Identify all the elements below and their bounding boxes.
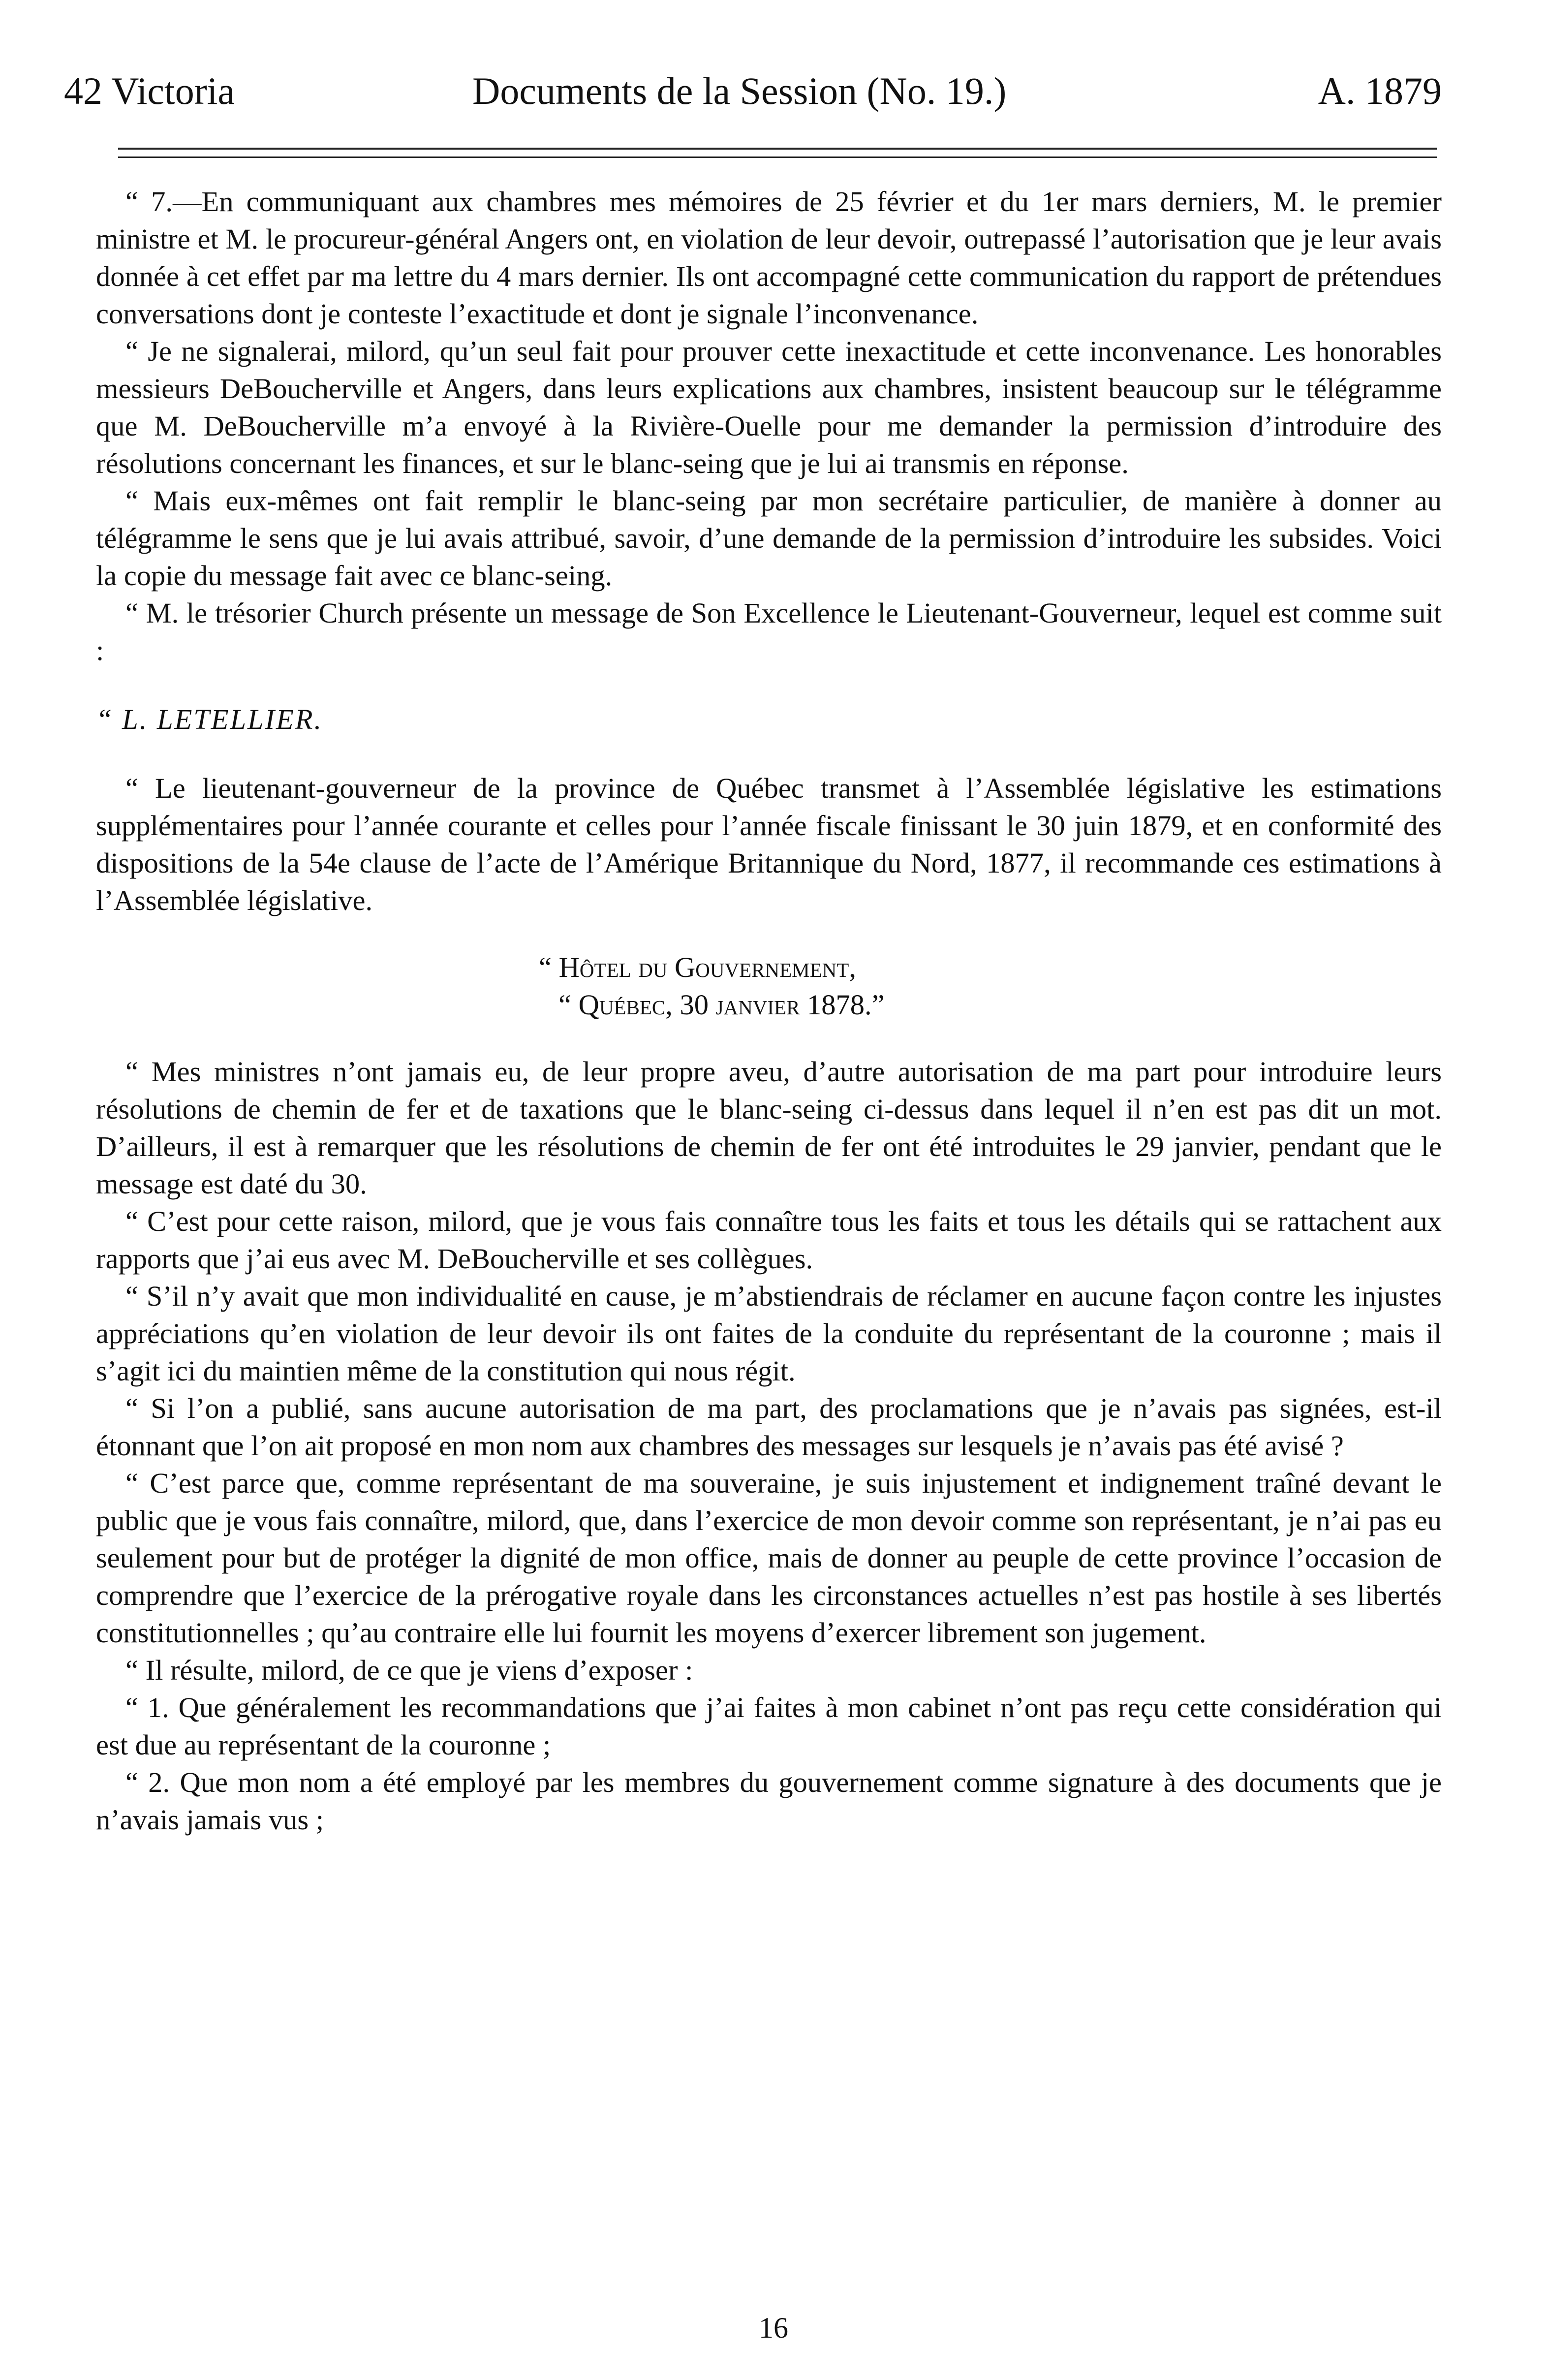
paragraph: “ Mes ministres n’ont jamais eu, de leur propre aveu, d’autre autorisation de ma part pour introduire leurs résolutions de chemin de fer et de taxations que le blanc-seing ci-dessus dans lequel il n’en est pas dit un mot. D’ailleurs, il est à remarquer que les résolutions de chemin de fer ont été introduites le 29 janvier, pendant que le message est daté du 30. — [96, 1056, 1442, 1200]
paragraph-7: “ 7.—En communiquant aux chambres mes mémoires de 25 février et du 1er mars derniers, M. le premier ministre et M. le procureur-général Angers ont, en violation de leur devoir, outrepassé l’autorisation que je leur avais donnée à cet effet par ma lettre du 4 mars dernier. Ils ont accompagné cette communication du rapport de prétendues conversations dont je conteste l’exactitude et dont je signale l’inconvenance. — [96, 186, 1442, 330]
address-line-1: “ Hôtel du Gouvernement, — [539, 951, 856, 983]
header-year: A. 1879 — [1318, 69, 1442, 112]
quoted-message: “ Le lieutenant-gouverneur de la province de Québec transmet à l’Assemblée législative les estimations supplémentaires pour l’année courante et celles pour l’année fiscale finissant le 30 juin 1879, et en conformité des dispositions de la 54e clause de l’acte de l’Amérique Britannique du Nord, 1877, il recommande ces estimations à l’Assemblée législative. — [96, 772, 1442, 916]
paragraph: “ Il résulte, milord, de ce que je viens d’exposer : — [125, 1654, 693, 1686]
list-item-1: “ 1. Que généralement les recommandations que j’ai faites à mon cabinet n’ont pas reçu cette considération qui est due au représentant de la couronne ; — [96, 1691, 1442, 1761]
paragraph: “ Je ne signalerai, milord, qu’un seul fait pour prouver cette inexactitude et cette inconvenance. Les honorables messieurs DeBoucherville et Angers, dans leurs explications aux chambres, insistent beaucoup sur le télégramme que M. DeBoucherville m’a envoyé à la Rivière-Ouelle pour me demander la permission d’introduire des résolutions concernant les finances, et sur le blanc-seing que je lui ai transmis en réponse. — [96, 335, 1442, 479]
header-volume: 42 Victoria — [64, 69, 235, 112]
paragraph: “ M. le trésorier Church présente un message de Son Excellence le Lieutenant-Gouverneur, lequel est comme suit : — [96, 597, 1442, 666]
paragraph: “ S’il n’y avait que mon individualité en cause, je m’abstiendrais de réclamer en aucune façon contre les injustes appréciations qu’en violation de leur devoir ils ont faites de la conduite du représentant de la couronne ; mais il s’agit ici du maintien même de la constitution qui nous régit. — [96, 1280, 1442, 1387]
header-rule-top — [118, 148, 1437, 150]
list-item-2: “ 2. Que mon nom a été employé par les membres du gouvernement comme signature à des documents que je n’avais jamais vus ; — [96, 1766, 1442, 1836]
paragraph: “ Si l’on a publié, sans aucune autorisation de ma part, des proclamations que je n’avais pas signées, est-il étonnant que l’on ait proposé en mon nom aux chambres des messages sur lesquels je n’avais pas été avisé ? — [96, 1392, 1442, 1462]
paragraph: “ C’est parce que, comme représentant de ma souveraine, je suis injustement et indignement traîné devant le public que je vous fais connaître, milord, que, dans l’exercice de mon devoir comme son représentant, je n’ai pas eu seulement pour but de protéger la dignité de mon office, mais de donner au peuple de cette province l’occasion de comprendre que l’exercice de la prérogative royale dans les circonstances actuelles n’est pas hostile à ses libertés constitutionnelles ; qu’au contraire elle lui fournit les moyens d’exercer librement son jugement. — [96, 1467, 1442, 1649]
running-header — [64, 64, 1442, 118]
paragraph: “ Mais eux-mêmes ont fait remplir le blanc-seing par mon secrétaire particulier, de manière à donner au télégramme le sens que je lui avais attribué, savoir, d’une demande de la permission d’introduire les subsides. Voici la copie du message fait avec ce blanc-seing. — [96, 485, 1442, 592]
signature-letellier: “ L. LETELLIER. — [96, 703, 323, 735]
header-rule-bottom — [118, 157, 1437, 158]
page-number: 16 — [759, 2312, 788, 2344]
body-text — [96, 183, 1442, 2294]
header-title: Documents de la Session (No. 19.) — [472, 69, 1007, 112]
paragraph: “ C’est pour cette raison, milord, que je vous fais connaître tous les faits et tous les détails qui se rattachent aux rapports que j’ai eus avec M. DeBoucherville et ses collègues. — [96, 1205, 1442, 1275]
address-line-2: “ Québec, 30 janvier 1878.” — [558, 989, 885, 1021]
